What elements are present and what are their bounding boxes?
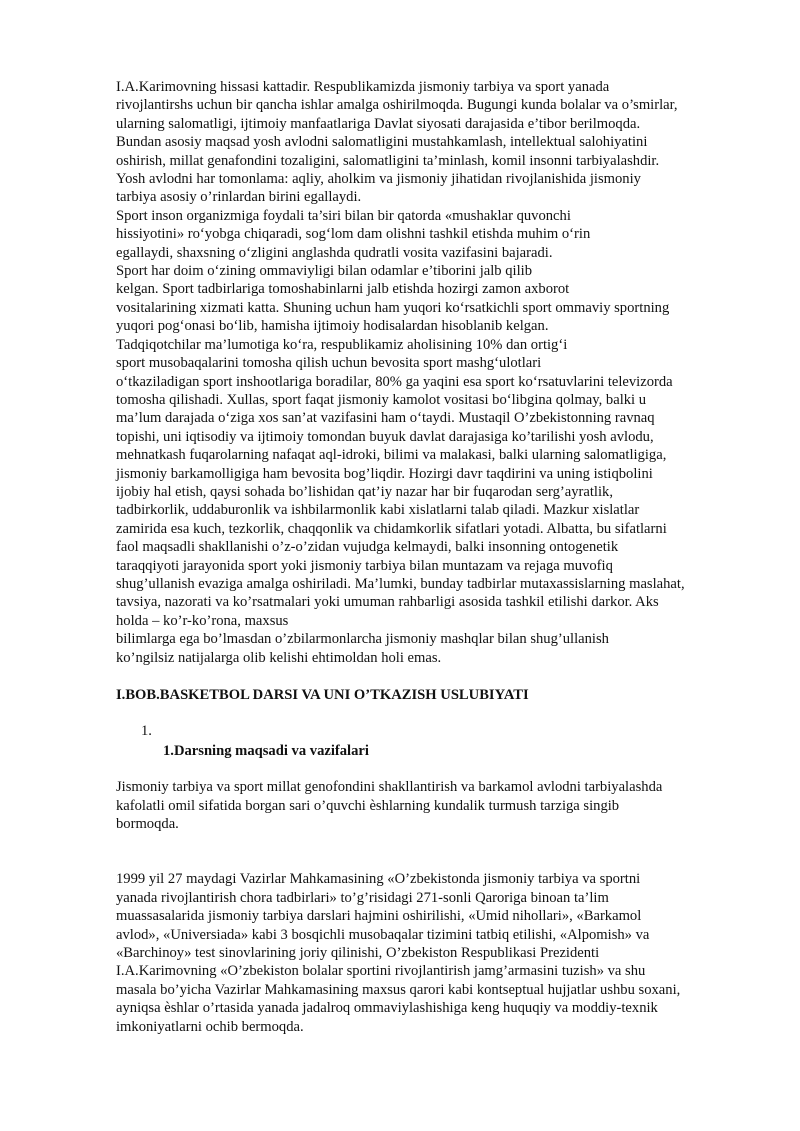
text-line: taraqqiyoti jarayonida sport yoki jismoniy tarbiya bilan muntazam va rejaga muvofiq (116, 557, 613, 574)
text-line: ayniqsa èshlar o’rtasida yanada jadalroq ommaviylashishiga keng huquqiy va moddiy-texnik (116, 1000, 658, 1017)
text-line: muassasalarida jismoniy tarbiya darslari hajmini oshirilishi, «Umid nihollari», «Barkamol (116, 908, 642, 925)
text-line: I.A.Karimovning «O’zbekiston bolalar sportini rivojlantirish jamg’armasini tuzish» va shu (116, 963, 646, 980)
text-line: masala bo’yicha Vazirlar Mahkamasining maxsus qarori kabi kontseptual hujjatlar ushbu soxani, (116, 981, 681, 998)
text-line: tarbiya asosiy o’rinlardan birini egallaydi. (116, 189, 362, 206)
text-line: Sport har doim o‘zining ommaviyligi bilan odamlar e’tiborini jalb qilib (116, 263, 532, 280)
intro-paragraph (116, 78, 746, 667)
text-line: holda – ko’r-ko’rona, maxsus (116, 612, 289, 629)
text-line: imkoniyatlarni ochib bermoqda. (116, 1018, 304, 1035)
text-line: bormoqda. (116, 816, 179, 833)
text-line: mehnatkash fuqarolarning nafaqat aql-idroki, bilimi va malakasi, balki ularning salomatligiga, (116, 447, 667, 464)
text-line: shug’ullanish evaziga amalga oshiriladi. Ma’lumki, bunday tadbirlar mutaxassislarning maslahat, (116, 575, 685, 592)
text-line: oshirish, millat genafondini tozaligini, salomatligini ta’minlash, komil insonni tarbiyalashdir. (116, 152, 660, 169)
text-line: kafolatli omil sifatida borgan sari o’quvchi èshlarning kundalik turmush tarziga singib (116, 797, 620, 814)
text-line: o‘tkaziladigan sport inshootlariga boradilar, 80% ga yaqini esa sport ko‘rsatuvlarini televizorda (116, 373, 673, 390)
text-line: ko’ngilsiz natijalarga olib kelishi ehtimoldan holi emas. (116, 649, 442, 666)
text-line: jismoniy barkamolligiga ham bevosita bog’liqdir. Hozirgi davr taqdirini va uning istiqbolini (116, 465, 653, 482)
text-line: Jismoniy tarbiya va sport millat genofondini shakllantirish va barkamol avlodni tarbiyalashda (116, 779, 663, 796)
text-line: egallaydi, shaxsning o‘zligini anglashda qudratli vosita vazifasini bajaradi. (116, 244, 553, 261)
section-heading: 1.Darsning maqsadi va vazifalari (163, 742, 369, 759)
text-line: tavsiya, nazorati va ko’rsatmalari yoki umuman rahbarligi asosida tashkil etilishi darkor. Aks (116, 594, 659, 611)
chapter-heading: I.BOB.BASKETBOL DARSI VA UNI O’TKAZISH USLUBIYATI (116, 687, 529, 703)
text-line: ularning salomatligi, ijtimoiy manfaatlariga Davlat siyosati darajasida e’tibor berilmoqda. (116, 115, 641, 132)
text-line: sport musobaqalarini tomosha qilish uchun bevosita sport mashg‘ulotlari (116, 355, 542, 372)
text-line: topishi, uni iqtisodiy va ijtimoiy tomondan buyuk davlat darajasiga ko’tarilishi yosh avlodu, (116, 428, 654, 445)
text-line: zamirida esa kuch, tezkorlik, chaqqonlik va chidamkorlik sifatlari yotadi. Albatta, bu sifatlarni (116, 520, 667, 537)
text-line: avlod», «Universiada» kabi 3 bosqichli musobaqalar tizimini tatbiq etilishi, «Alpomish» va (116, 926, 650, 943)
text-line: yanada rivojlantirish chora tadbirlari» to’g’risidagi 271-sonli Qaroriga binoan ta’lim (116, 889, 609, 906)
text-line: vositalarining xizmati katta. Shuning uchun ham yuqori ko‘rsatkichli sport ommaviy sportning (116, 299, 670, 316)
document-page (116, 78, 746, 1036)
text-line: ma’lum darajada o‘ziga xos san’at vazifasini ham o‘taydi. Mustaqil O’zbekistonning ravnaq (116, 410, 655, 427)
text-line: tadbirkorlik, uddaburonlik va ishbilarmonlik kabi xislatlarni talab qiladi. Mazkur xislatlar (116, 502, 640, 519)
text-line: Tadqiqotchilar ma’lumotiga ko‘ra, respublikamiz aholisining 10% dan ortig‘i (116, 336, 568, 353)
text-line: ijobiy hal etish, qaysi sohada bo’lishidan qat’iy nazar har bir fuqarodan serg’ayratlik, (116, 483, 613, 500)
text-line: 1999 yil 27 maydagi Vazirlar Mahkamasining «O’zbekistonda jismoniy tarbiya va sportni (116, 871, 641, 888)
text-line: Bundan asosiy maqsad yosh avlodni salomatligini mustahkamlash, intellektual salohiyatini (116, 134, 648, 151)
list-number: 1. (141, 723, 152, 740)
text-line: yuqori pog‘onasi bo‘lib, hamisha ijtimoiy hodisalardan hisoblanib kelgan. (116, 318, 549, 335)
text-line: bilimlarga ega bo’lmasdan o’zbilarmonlarcha jismoniy mashqlar bilan shug’ullanish (116, 631, 609, 648)
goals-paragraph (116, 778, 746, 833)
text-line: Yosh avlodni har tomonlama: aqliy, aholkim va jismoniy jihatidan rivojlanishida jismoniy (116, 171, 641, 188)
text-line: rivojlantirshs uchun bir qancha ishlar amalga oshirilmoqda. Bugungi kunda bolalar va o’smirlar, (116, 97, 678, 114)
text-line: faol maqsadli shakllanishi o’z-o’zidan vujudga kelmaydi, balki insonning ontogenetik (116, 539, 619, 556)
text-line: tomosha qilishadi. Xullas, sport faqat jismoniy kamolot vositasi bo‘libgina qolmay, balki u (116, 391, 647, 408)
text-line: I.A.Karimovning hissasi kattadir. Respublikamizda jismoniy tarbiya va sport yanada (116, 79, 610, 95)
text-line: kelgan. Sport tadbirlariga tomoshabinlarni jalb etishda hozirgi zamon axborot (116, 281, 570, 298)
text-line: «Barchinoy» test sinovlarining joriy qilinishi, O’zbekiston Respublikasi Prezidenti (116, 945, 600, 962)
text-line: hissiyotini» ro‘yobga chiqaradi, sog‘lom dam olishni tashkil etishda muhim o‘rin (116, 226, 591, 243)
decree-paragraph (116, 870, 746, 1036)
text-line: Sport inson organizmiga foydali ta’siri bilan bir qatorda «mushaklar quvonchi (116, 207, 571, 224)
